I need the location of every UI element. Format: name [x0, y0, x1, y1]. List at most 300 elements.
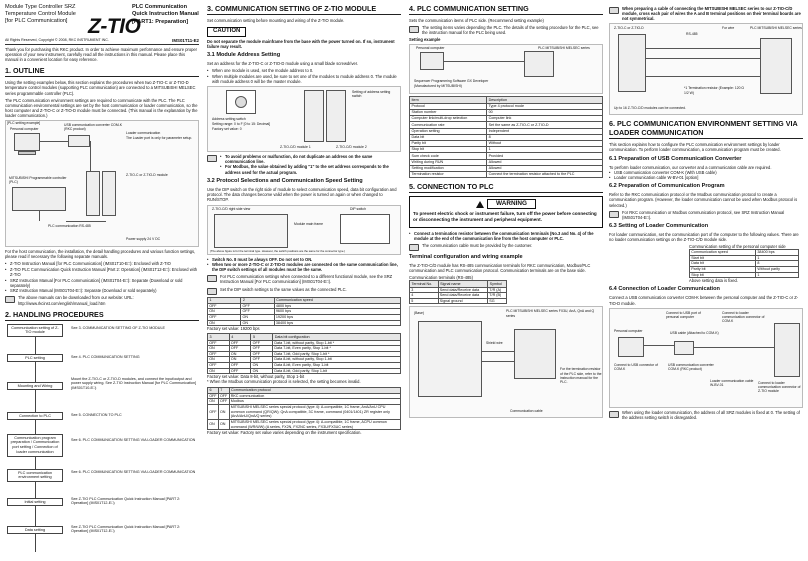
- cell: T/R (B): [488, 293, 507, 299]
- manual-item: • SRZ Instruction Manual (IMS01T04-E□): Separate (Download or sold separately): [5, 288, 199, 293]
- lbl-plc: PLC MITSUBISHI MELSEC series: [538, 46, 590, 51]
- lbl-usb-cable: USB cable (Attached to COM-K): [670, 330, 719, 335]
- switch-bullets: [207, 257, 401, 273]
- cell: OFF: [241, 303, 274, 309]
- computer-icon: [618, 337, 644, 357]
- dip-switch-figure: [207, 205, 401, 255]
- header-cell: 3: [208, 334, 230, 340]
- title-line3: [PART1: Preparation]: [132, 18, 189, 25]
- lbl-power-supply: Power supply 24 V DC: [126, 237, 161, 242]
- cell: Communication speed: [690, 250, 756, 256]
- cell: ON: [208, 399, 219, 405]
- title-line1: PLC Communication: [132, 4, 188, 10]
- column-4: [609, 4, 803, 559]
- base-modules-icon: [418, 321, 482, 397]
- cell: ON: [229, 351, 251, 357]
- flow-step-box: Connection to PLC: [7, 412, 63, 421]
- brand-logo: Z-TIO: [88, 15, 141, 38]
- fig-label: [PLC setting example]: [7, 121, 41, 126]
- cell: Start bit: [690, 255, 756, 261]
- cell: ON: [229, 357, 251, 363]
- warning-header: [413, 199, 599, 209]
- cell: ON: [251, 368, 273, 374]
- cell: Send data/Receive data: [438, 287, 488, 293]
- memo-icon: [5, 296, 15, 303]
- s4-note: [409, 25, 603, 35]
- header-cell: Terminal No.: [410, 281, 439, 287]
- note-text: For PLC communication settings when connected to a different functional module, see the SRZ Instruction Manual [For PLC communication] (IMS01T04-E□).: [220, 274, 393, 285]
- s62-note: [609, 210, 803, 220]
- s31-para: Set an address for the Z-TIO-C or Z-TIO-D module using a small blade screwdriver.: [207, 60, 359, 66]
- s63-caption: Communication setting of the personal computer side: [689, 244, 786, 250]
- flow-step-text: See 6. PLC COMMUNICATION SETTING VIA LOADER COMMUNICATION: [71, 437, 196, 442]
- cell: Modbus: [229, 399, 401, 405]
- s61-para: To perform loader communication, our converter and a communication cable are required.: [609, 164, 772, 170]
- caution-label: CAUTION: [207, 27, 246, 37]
- ztio-module-icon: [774, 323, 800, 377]
- note-2: [207, 287, 401, 295]
- table-row: [208, 405, 401, 420]
- cell: 3: [410, 287, 439, 293]
- cell: OFF: [208, 351, 230, 357]
- s63-fixed: Above setting data is fixed.: [689, 278, 738, 284]
- warning-label: WARNING: [487, 199, 536, 209]
- lbl-loader-cable: Loader communication cable W-BV-01: [710, 378, 754, 387]
- lbl-setting-switch: Setting of address setting switch: [352, 89, 391, 98]
- protocol-table: [207, 387, 401, 431]
- lbl-pc: Personal computer: [614, 328, 643, 333]
- lbl-comm-cable: Communication cable: [510, 409, 543, 414]
- s6-intro: This section explains how to configure the PLC communication environment settings by loader communication. To perform loader communication, a communication program must be created.: [609, 142, 781, 153]
- cell: Type 4 protocol mode: [487, 103, 603, 109]
- speed-table: [207, 297, 401, 327]
- warning-icon: [476, 201, 484, 208]
- cell: Data 7-bit, without parity, Stop 1-bit *: [273, 340, 401, 346]
- column-3: [409, 4, 603, 559]
- rs485-wiring-figure: [609, 23, 803, 115]
- memo-icon: [207, 288, 217, 295]
- cell: 4: [410, 293, 439, 299]
- connection-bullets: [409, 231, 603, 241]
- lbl-software: Sequencer Programming Software GX Developer (Manufactured by MITSUBISHI): [414, 79, 489, 88]
- cell: OFF: [229, 340, 251, 346]
- manual-list: [5, 261, 199, 293]
- header-cell: Communication speed: [274, 297, 400, 303]
- warning-text: To prevent electric shock or instrument failure, turn off the power before connecting or disconnecting the instrument and peripheral equipment.: [413, 211, 597, 223]
- cell: OFF: [251, 357, 273, 363]
- lbl-mitsubishi: MITSUBISHI Programmable controller (PLC): [9, 176, 67, 185]
- title-line2: Quick Instruction Manual: [132, 11, 199, 18]
- cell: Computer link/multi-drop selection: [410, 116, 487, 122]
- terminal-table: [409, 280, 507, 304]
- wire-line: [646, 48, 760, 49]
- plc-setting-example-figure: [5, 120, 199, 247]
- header-cell: 2: [241, 297, 274, 303]
- section-4-title: 4. PLC COMMUNICATION SETTING: [409, 4, 603, 15]
- cell: Data bit: [410, 134, 487, 140]
- flow-step-box: PLC communication environment setting: [7, 469, 63, 482]
- wire-line: [646, 76, 760, 77]
- cell: Termination resistor: [410, 172, 487, 178]
- cell: Connect the termination resistor attached to the PLC: [487, 172, 603, 178]
- s64-para: Connect a USB communication converter COM-K between the personal computer and the Z-TIO-C or Z-TIO-D module.: [609, 295, 799, 306]
- handling-flowchart: [5, 324, 199, 559]
- flow-step-box: PLC setting: [7, 354, 63, 363]
- cell: OFF: [229, 368, 251, 374]
- loader-connection-figure: [609, 308, 803, 408]
- table-row: [208, 419, 401, 429]
- cell: Parity bit: [690, 267, 756, 273]
- wiring-para: The Z-TIO-C/D module has RS-485 communication terminals for RKC communication, Modbus/PLC communication and PLC communication protocol. Communication terminals are on the base side.: [409, 262, 591, 274]
- computer-icon: [14, 133, 40, 151]
- header-line3: [for PLC Communication]: [5, 17, 68, 24]
- computer-icon: [420, 52, 444, 70]
- cell: 5: [410, 298, 439, 304]
- final-note: [609, 410, 803, 420]
- flow-step-box: Data setting: [7, 526, 63, 535]
- cell: Send data/Receive data: [438, 293, 488, 299]
- bullet: • USB communication converter COM-K (With USB cable): [609, 170, 803, 175]
- lbl-loader-port: Connect to loader communication connector of COM-K: [722, 310, 765, 324]
- cable-note: [409, 243, 603, 251]
- wire-line: [482, 361, 514, 362]
- usb-cable-line: [644, 345, 674, 346]
- cell: ON: [208, 346, 230, 352]
- header-cell: Signal name: [438, 281, 488, 287]
- download-note-text[interactable]: The above manuals can be downloaded from our website: URL: http://www.rkcinst.com/english/manual_load.htm: [18, 295, 134, 306]
- lbl-ztio: Z-TIO-C or Z-TIO-D: [614, 26, 644, 31]
- header-cell: 5: [251, 334, 273, 340]
- memo-icon: [609, 211, 619, 218]
- section-6-title: 6. PLC COMMUNICATION ENVIRONMENT SETTING VIA LOADER COMMUNICATION: [609, 119, 803, 139]
- cell: 4800 bps: [274, 303, 400, 309]
- s32-para: Use the DIP switch on the right side of module to select communication speed, data bit configuration and protocol. The data changes become valid when the power is turned on again or when changed to RUN/STOP.: [207, 187, 397, 203]
- cell: 9600 bps: [274, 309, 400, 315]
- lbl-loader-connector: Connect to loader communication connector of Z-TIO module: [758, 380, 801, 394]
- lbl-plc-rs485: PLC communication RS-485: [48, 224, 91, 229]
- bullet: • To avoid problems or malfunction, do not duplicate an address on the same communication line.: [220, 154, 401, 164]
- intro-text: Thank you for purchasing this RKC product. In order to achieve maximum performance and ensure proper operation of your new instrument, carefully read all the instructions in this manual. Please place this manual in a convenient location for easy reference.: [5, 47, 198, 63]
- cell: 00: [487, 109, 603, 115]
- download-note: [5, 295, 199, 305]
- loader-settings-table: [689, 249, 799, 278]
- cell: MITSUBISHI MELSEC series special protocol (type 4): A-compatible, 1C frame, AnA/AnU CPU common command (QR/QW); QnA compatible, 3C frame, command (0401/1401) ZR register only (AnA/AnU/QnA/Q series): [229, 405, 401, 420]
- melsec-terminal-icon: [760, 38, 792, 94]
- cell: ON: [218, 405, 229, 420]
- ztio-module-1-icon: [86, 171, 100, 216]
- cell: OFF: [251, 351, 273, 357]
- cell: OFF: [208, 315, 241, 321]
- lbl-wire-pair: For wire: [722, 26, 735, 31]
- lbl-usb-converter: USB communication converter COM-K (RKC product): [64, 123, 123, 132]
- cable-line: [444, 61, 524, 62]
- setting-example-label: Setting example: [409, 37, 441, 43]
- header-cell: Symbol: [488, 281, 507, 287]
- cell: RKC communication: [229, 393, 401, 399]
- module-1-icon: [304, 90, 324, 142]
- note-text: Set the DIP switch settings to the same values as the connected PLC.: [220, 286, 347, 292]
- cell: Set the same as Z-TIO-C or Z-TIO-D: [487, 122, 603, 128]
- s31-bullets: [207, 68, 401, 84]
- cell: Data bit: [690, 261, 756, 267]
- section-3-title: 3. COMMUNICATION SETTING OF Z-TIO MODULE: [207, 4, 401, 15]
- cell: Protocol: [410, 103, 487, 109]
- dip-switch-icon: [340, 214, 390, 244]
- lbl-right-view: Z-TIO-C/D right side view: [212, 206, 251, 211]
- header-cell: Data bit configuration: [273, 334, 401, 340]
- column-1: [5, 4, 199, 559]
- cell: Parity bit: [410, 140, 487, 146]
- cell: OFF: [208, 363, 230, 369]
- ztio-module-2-icon: [102, 171, 116, 216]
- lbl-loader: Loader communication: [126, 131, 161, 136]
- cell: 1: [756, 255, 799, 261]
- usb-converter-icon: [674, 341, 694, 355]
- caution-text: Do not separate the module mainframe from the base with the power turned on. If so, instrument failure may result.: [207, 38, 395, 49]
- cell: OFF: [208, 340, 230, 346]
- manual-item: • Z-TIO PLC Communication Quick Instruction Manual [Part 2: Operation] (IMS01T12-E□): Enclosed with Z-TIO: [5, 267, 199, 277]
- rotary-switch-icon: [235, 96, 247, 108]
- loader-cable-line: [694, 347, 774, 348]
- cell: ON: [208, 357, 230, 363]
- flow-step-box: Communication program preparation / Communication port setting / Connection of loader communication: [7, 434, 63, 457]
- cell: OFF: [219, 399, 228, 404]
- lbl-module-2: Z-TIO-C/D module 2: [336, 144, 367, 149]
- plc-icon: [12, 187, 66, 211]
- header-cell: Communication protocol: [229, 387, 401, 393]
- address-switch-figure: [207, 86, 401, 152]
- lbl-usb-port: Connect to USB port of personal computer: [666, 310, 701, 319]
- section-1-title: 1. OUTLINE: [5, 66, 199, 77]
- s1-para2: The PLC communication environment settings are required to communicate with the PLC. The PLC communication environmental settings are set by the host communication or loader communication, so the host computer and Z-TIO-C or Z-TIO-D module must be connected. (This manual is the explanation by the loader communication.): [5, 97, 198, 118]
- wiring-example-figure: [409, 306, 603, 418]
- cell: Signal ground: [438, 298, 488, 304]
- table-row: [690, 272, 799, 278]
- cell: OFF: [241, 309, 274, 315]
- lbl-comk-connector: Connect to USB connector of COM-K: [614, 362, 658, 371]
- lbl-pc: Personal computer: [10, 127, 39, 132]
- lbl-setting-range: Setting range: 0 to F [0 to 15: Decimal]: [212, 121, 271, 126]
- cell: Computer link: [487, 116, 603, 122]
- s62-para: Refer to the RKC communication protocol or the Modbus communication protocol to create a communication program. (However, the loader communication cannot be used when Modbus protocol is selected.): [609, 192, 798, 208]
- note-text: For RKC communication or Modbus communication protocol, see SRZ Instruction Manual (IMS01T04-E□).: [622, 209, 785, 220]
- cell: Data 8-bit, Odd parity, Stop 1-bit: [273, 368, 401, 374]
- warn-list: [220, 154, 401, 175]
- wiring-title: Terminal configuration and wiring example: [409, 253, 523, 260]
- lbl-dip-note: (The above figure is for the terminal type. However, the switch positions are the same for the connector type.): [210, 248, 346, 253]
- header-cell: Item: [410, 97, 487, 103]
- header-bottom: [5, 38, 199, 44]
- rs485-line: [66, 221, 106, 222]
- bullet: • Loader communication cable W-BV-01 [option]: [609, 175, 803, 180]
- manual-item: • SRZ Instruction Manual [For PLC communication] (IMS01T04-E□): Separate (Download or sold separately): [5, 278, 199, 288]
- cell: Stop bit: [410, 147, 487, 153]
- s63-para: For loader communication, set the communication port of the computer to the following values. There are no loader communication settings on the Z-TIO-C/D module side.: [609, 231, 799, 242]
- doc-number: IMS01T11-E2: [172, 37, 199, 43]
- section-3-2-title: 3.2 Protocol Selections and Communication Speed Setting: [207, 178, 363, 185]
- plc-setting-figure: [409, 44, 603, 94]
- bullet: • For Modbus, the value obtained by adding "1" to the set address corresponds to the address used for the actual program.: [220, 164, 401, 174]
- plc-down-line: [39, 211, 40, 221]
- table-row: [410, 172, 603, 178]
- lbl-converter: USB communication converter COM-K (RKC product): [668, 362, 714, 371]
- lbl-module-1: Z-TIO-C/D module 1: [280, 144, 311, 149]
- module-side-icon: [214, 214, 288, 248]
- lbl-address-switch: Address setting switch: [212, 116, 246, 121]
- s1-para3: For the host communication, the installation, the detail handling procedures and various function settings, please read if necessary the following separate manuals.: [5, 249, 196, 260]
- cell: Operation setting: [410, 128, 487, 134]
- cell: Data 8-bit, Even parity, Stop 1-bit: [273, 363, 401, 369]
- header-title: [132, 4, 199, 26]
- lbl-loader-port: The Loader port is only for parameter setup.: [126, 136, 193, 141]
- flow-step-text: See Z-TIO PLC Communication Quick Instruction Manual [PART 2: Operation] (IMS01T12-E□): [71, 524, 181, 534]
- flow-step-text: See 3. COMMUNICATION SETTING OF Z-TIO MODULE: [71, 325, 165, 330]
- cell: Provided: [487, 153, 603, 159]
- column-2: [207, 4, 401, 559]
- protocol-factory: Factory set value: Factory set value varies depending on the instrument specification.: [207, 430, 362, 436]
- lbl-termination: For the termination resistor of the PLC side, refer to the instruction manual for the PLC.: [560, 367, 602, 385]
- memo-icon: [609, 411, 619, 418]
- cell: MITSUBISHI MELSEC series special protocol (type 4): A-compatible, 1C frame, ACPU common command (WR/WW) (A series, FX2N, FX2NC series, FX3U/FX3UC series): [229, 419, 401, 429]
- note-text: When preparing a cable of connecting the MITSUBISHI MELSEC series to our Z-TIO-C/D module, cross each pair of wires the A and B terminal positions on their terminal boards are not symmetrical.: [622, 6, 801, 22]
- flow-step-text: See Z-TIO PLC Communication Quick Instruction Manual [PART 2: Operation] (IMS01T12-E□): [71, 496, 181, 506]
- section-6-3-title: 6.3 Setting of Loader Communication: [609, 222, 709, 229]
- cell: ON: [208, 309, 241, 315]
- section-2-title: 2. HANDLING PROCEDURES: [5, 310, 199, 321]
- table-row: [410, 298, 507, 304]
- data-bit-table: [207, 333, 401, 374]
- lbl-termination-resistor: *1 Termination resistor (Example: 120 Ω 1/2 W): [684, 86, 744, 95]
- loader-cable-line: [90, 141, 91, 171]
- cell: Stop bit: [690, 272, 756, 278]
- cell: OFF: [219, 393, 228, 398]
- cell: ON: [241, 315, 274, 321]
- flow-step-box: Mounting and Wiring: [7, 382, 63, 391]
- warning-box: [409, 196, 603, 227]
- section-5-title: 5. CONNECTION TO PLC: [409, 182, 603, 193]
- memo-icon: [207, 155, 217, 162]
- cell: Without: [487, 140, 603, 146]
- lbl-pc: Personal computer: [416, 46, 445, 51]
- header-cell: 4: [229, 334, 251, 340]
- header-cell: 7: [218, 387, 229, 393]
- usb-converter-icon: [68, 135, 90, 147]
- lbl-shield: Shield wire: [486, 341, 503, 346]
- lbl-main-frame: Module main frame: [294, 221, 324, 226]
- lbl-plc-series: PLC MITSUBISHI MELSEC series FX3U, AnA, QnA and Q series: [506, 309, 595, 318]
- note-1: [207, 274, 401, 284]
- cell: Data 7-bit, Even parity, Stop 1-bit *: [273, 346, 401, 352]
- memo-icon: [207, 275, 217, 282]
- cell: Independent: [487, 128, 603, 134]
- mitsubishi-note: [609, 6, 803, 21]
- cell: Communication rate: [410, 122, 487, 128]
- lbl-base: (Base): [414, 311, 424, 316]
- bullet: • When one module is used, set the module address to 0.: [207, 68, 401, 73]
- header-cell: Description: [487, 97, 603, 103]
- address-warning: [207, 154, 401, 175]
- lbl-rs485: RS-485: [686, 32, 698, 37]
- cell: OFF: [208, 405, 219, 420]
- cell: Data 7-bit, Odd parity, Stop 1-bit *: [273, 351, 401, 357]
- lbl-dip-switch: DIP switch: [350, 206, 366, 211]
- cell: 38400 bps: [756, 250, 799, 256]
- cell: OFF: [229, 363, 251, 369]
- cell: ON: [241, 320, 274, 326]
- cell: Station number: [410, 109, 487, 115]
- header-cell: 1: [208, 297, 241, 303]
- section-6-4-title: 6.4 Connection of Loader Communication: [609, 286, 720, 293]
- cell: SG: [488, 298, 507, 304]
- header-cell: 6: [208, 387, 219, 393]
- note-text: When using the loader communication, the address of all SRZ modules is fixed at 0. The setting of the address setting switch is disregarded.: [622, 409, 800, 420]
- wire-line: [646, 58, 760, 59]
- lbl-factory-value: Factory set value: 0: [212, 126, 242, 131]
- module-2-icon: [326, 90, 346, 142]
- data-note: * When the Modbus communication protocol is selected, the setting becomes invalid.: [207, 379, 361, 385]
- cell: 38400 bps: [274, 320, 400, 326]
- memo-icon: [409, 244, 419, 251]
- flow-step-box: Communication setting of Z-TIO module: [7, 324, 63, 337]
- flow-step-text: See 4. PLC COMMUNICATION SETTING: [71, 354, 140, 359]
- term-caption: Communication terminals (RS-485): [409, 275, 473, 281]
- header-line1: Module Type Controller SRZ: [5, 4, 76, 10]
- bullet: • Connect a termination resistor between the communication terminals (No.3 and No. 4) of the module at the end of the communication line from the host computer or PLC.: [409, 231, 603, 241]
- s4-intro: Sets the communication items of PLC side. (Recommend setting example): [409, 18, 544, 23]
- cell: ON: [208, 368, 230, 374]
- note-text: The setting items varies depending the PLC. The details of the setting procedure for the PLC, see the instruction manual for the PLC being used.: [422, 25, 599, 36]
- flow-step-text: See 5. CONNECTION TO PLC: [71, 412, 122, 417]
- plc-icon: [524, 51, 554, 77]
- cell: Allowed: [487, 165, 603, 171]
- note-text: The communication cable must be provided by the customer.: [422, 242, 533, 248]
- cell: ON: [208, 419, 219, 429]
- plc-settings-table: [409, 96, 603, 178]
- cell: Setting modification: [410, 165, 487, 171]
- page-header: [5, 4, 199, 45]
- lbl-module-limit: Up to 16 Z-TIO-C/D modules can be connected.: [614, 106, 686, 111]
- cell: OFF: [229, 346, 251, 352]
- s1-para1: Using the setting examples below, this section explains the procedures when two Z-TIO-C or Z-TIO-D temperature control modules (supporting PLC communication) are connected to a MITSUBISHI MELSEC series programmable controller (PLC).: [5, 80, 196, 96]
- wire-line: [482, 351, 514, 352]
- cell: OFF: [251, 340, 273, 346]
- cell: Allowed: [487, 159, 603, 165]
- flow-step-text: Mount the Z-TIO-C or Z-TIO-D modules, and connect the input/output and power supply wiring. See Z-TIO Instruction Manual [for PLC Communication] (IMS01T10-E□): [71, 376, 197, 390]
- cell: 8: [487, 134, 603, 140]
- bullet: • When multiple modules are used, be sure to set one of the modules to module address 0. The module with module address 0 will be the master module.: [207, 74, 401, 84]
- lbl-melsec: PLC MITSUBISHI MELSEC series: [750, 26, 802, 31]
- s3-intro: Set communication setting before mounting and wiring of the Z-TIO module.: [207, 18, 345, 23]
- cell: OFF: [208, 303, 241, 309]
- speed-factory: Factory set value: 19200 bps: [207, 326, 260, 332]
- s61-bullets: [609, 170, 803, 181]
- flow-step-text: See 6. PLC COMMUNICATION SETTING VIA LOADER COMMUNICATION: [71, 469, 196, 474]
- cell: OFF: [209, 393, 217, 398]
- cell: 1: [487, 147, 603, 153]
- cell: Writing during RUN: [410, 159, 487, 165]
- cell: 1: [756, 272, 799, 278]
- cell: ON: [251, 363, 273, 369]
- cell: Without parity: [756, 267, 799, 273]
- keyboard-icon: [18, 151, 36, 155]
- header-line2: Temperature Control Module: [5, 10, 76, 17]
- table-row: [208, 320, 401, 326]
- bullet: • When two or more Z-TIO-C or Z-TIO-D modules are connected on the same communication line, the DIP switch settings of all modules must be the same.: [207, 262, 401, 272]
- data-factory: Factory set value: Data 8-bit, without parity, Stop 1-bit: [207, 374, 305, 380]
- cell: T/R (A): [488, 287, 507, 293]
- section-3-1-title: 3.1 Module Address Setting: [207, 51, 281, 58]
- bullet: • Switch No. 8 must be always OFF. Do not set to ON.: [207, 257, 401, 262]
